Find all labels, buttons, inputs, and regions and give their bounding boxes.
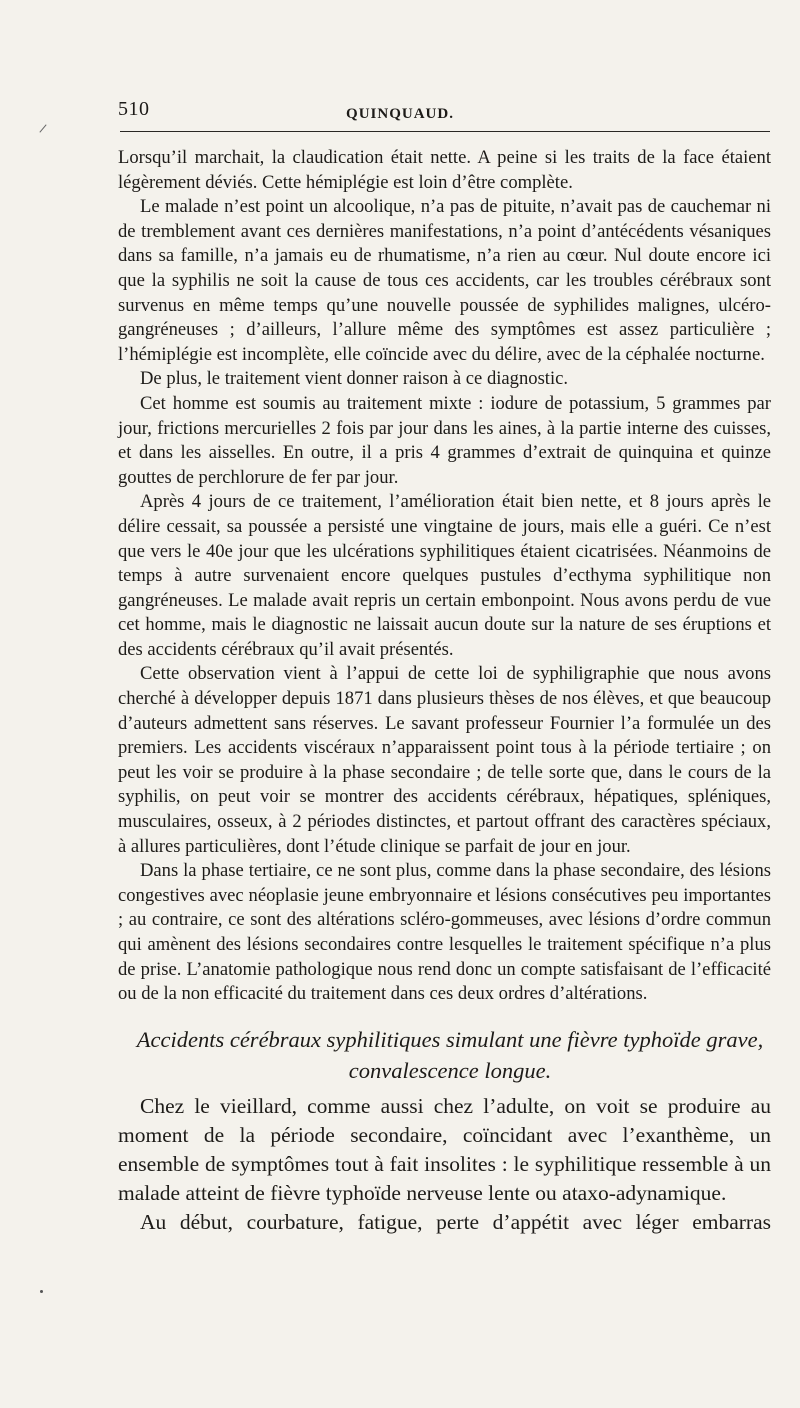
page-number: 510 — [118, 98, 150, 120]
paragraph: Cette observation vient à l’appui de cette loi de syphiligraphie que nous avons cherché à développer depuis 1871 dans plusieurs thèses de nos élèves, et que beaucoup d’auteurs admettent sans réserves. Le savant professeur Fournier l’a formulée un des premiers. Les accidents viscéraux n’apparaissent point tous à la période tertiaire ; on peut les voir se produire à la phase secondaire ; de telle sorte que, dans le cours de la syphilis, on peut voir se montrer des accidents cérébraux, hépatiques, spléniques, musculaires, osseux, à 2 périodes distinctes, et partout offrant des caractères spéciaux, à allures particulières, dont l’étude clinique se parfait de jour en jour. — [118, 663, 771, 857]
paragraph: Cet homme est soumis au traitement mixte : iodure de potassium, 5 grammes par jour, frictions mercurielles 2 fois par jour dans les aines, à la partie interne des cuisses, et dans les aisselles. En outre, il a pris 4 grammes d’extrait de quinquina et quinze gouttes de perchlorure de fer par jour. — [118, 392, 771, 488]
running-title: QUINQUAUD. — [346, 106, 454, 122]
section-heading-line-2: convalescence longue. — [348, 1058, 552, 1083]
section-body — [118, 1092, 771, 1237]
margin-speck — [40, 1290, 43, 1293]
section-heading — [110, 1024, 790, 1086]
paragraph: Dans la phase tertiaire, ce ne sont plus, comme dans la phase secondaire, des lésions congestives avec néoplasie jeune embryonnaire et lésions consécutives peu importantes ; au contraire, ce sont des altérations scléro-gommeuses, avec lésions d’ordre commun qui amènent des lésions secondaires contre lesquelles le traitement spécifique n’a plus de prise. L’anatomie pathologique nous rend donc un compte satisfaisant de l’efficacité ou de la non efficacité du traitement dans ces deux ordres d’altérations. — [118, 860, 771, 1005]
section-heading-line-1: Accidents cérébraux syphilitiques simulant une fièvre typhoïde grave, — [136, 1027, 764, 1052]
paragraph: Le malade n’est point un alcoolique, n’a pas de pituite, n’avait pas de cauchemar ni de tremblement avant ces dernières manifestations, n’a point d’antécédents vésaniques dans sa famille, n’a jamais eu de rhumatisme, n’a rien au cœur. Nul doute encore ici que la syphilis ne soit la cause de tous ces accidents, car les troubles cérébraux sont survenus en même temps qu’une nouvelle poussée de syphilides malignes, ulcéro-gangréneuses ; d’ailleurs, l’allure même des symptômes est assez particulière ; l’hémiplégie est incomplète, elle coïncide avec du délire, avec de la céphalée nocturne. — [118, 196, 771, 365]
margin-mark — [39, 124, 46, 132]
section-paragraph: Chez le vieillard, comme aussi chez l’adulte, on voit se produire au moment de la période secondaire, coïncidant avec l’exanthème, un ensemble de symptômes tout à fait insolites : le syphilitique ressemble à un malade atteint de fièvre typhoïde nerveuse lente ou ataxo-adynamique. — [118, 1094, 771, 1205]
paragraph: Lorsqu’il marchait, la claudication était nette. A peine si les traits de la face étaient légèrement déviés. Cette hémiplégie est loin d’être complète. — [118, 147, 771, 193]
header-rule — [120, 131, 770, 132]
paragraph: De plus, le traitement vient donner raison à ce diagnostic. — [140, 368, 569, 390]
body-text — [118, 146, 771, 1007]
section-paragraph: Au début, courbature, fatigue, perte d’appétit avec léger embarras — [140, 1210, 771, 1234]
paragraph: Après 4 jours de ce traitement, l’amélioration était bien nette, et 8 jours après le délire cessait, sa poussée a persisté une vingtaine de jours, mais elle a guéri. Ce n’est que vers le 40e jour que les ulcérations syphilitiques étaient cicatrisées. Néanmoins de temps à autre survenaient encore quelques pustules d’ecthyma syphilitique non gangréneuses. Le malade avait repris un certain embonpoint. Nous avons perdu de vue cet homme, mais le diagnostic ne laissait aucun doute sur la nature de ses éruptions et des accidents cérébraux qu’il avait présentés. — [118, 491, 771, 660]
